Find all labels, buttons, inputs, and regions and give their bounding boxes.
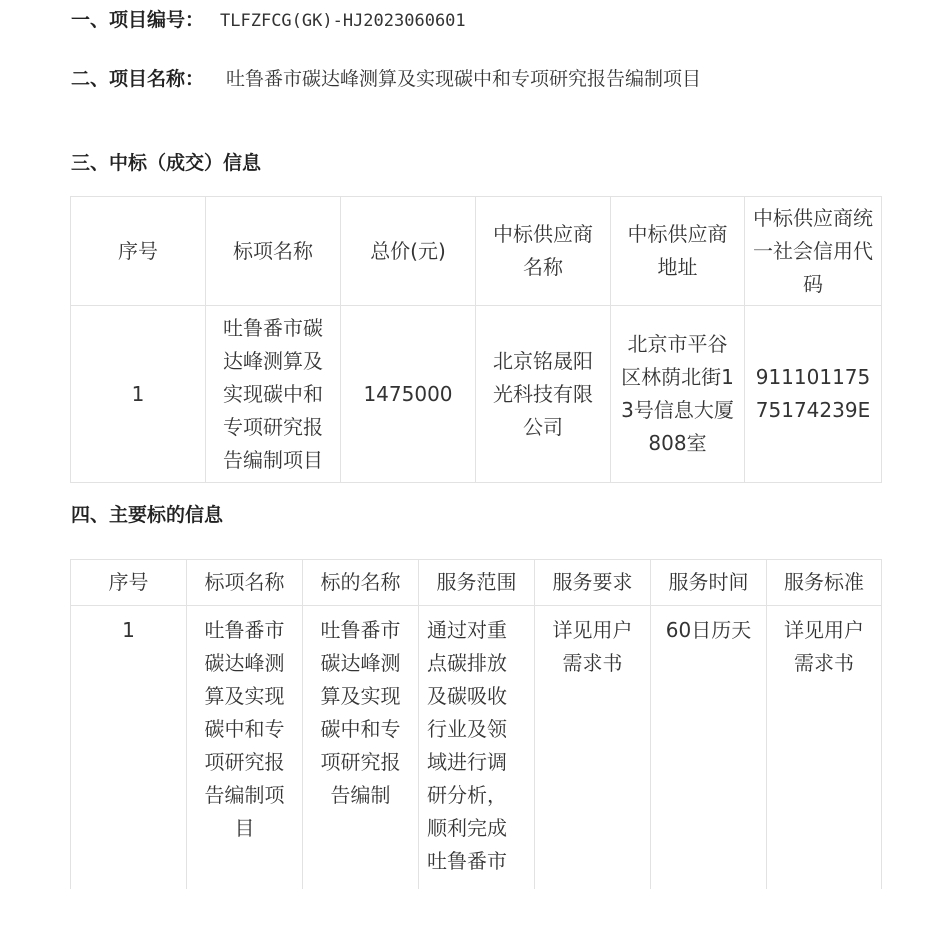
section3-heading: 三、中标（成交）信息: [71, 152, 262, 174]
award-info-table: [70, 196, 882, 483]
project-name-line: [71, 64, 701, 91]
header-service-standard: 服务标准: [767, 560, 882, 606]
cell-item-name: 吐鲁番市碳达峰测算及实现碳中和专项研究报告编制项目: [206, 306, 341, 483]
main-target-table: [70, 559, 882, 889]
cell-supplier-address: 北京市平谷区林荫北街13号信息大厦808室: [611, 306, 745, 483]
cell-credit-code: 91110117575174239E: [745, 306, 882, 483]
header-item-name: 标项名称: [206, 197, 341, 306]
header-total-price: 总价(元): [341, 197, 476, 306]
header-credit-code: 中标供应商统一社会信用代码: [745, 197, 882, 306]
header-seq: 序号: [71, 560, 187, 606]
header-supplier-address: 中标供应商地址: [611, 197, 745, 306]
header-supplier-name: 中标供应商名称: [476, 197, 611, 306]
project-number-value: TLFZFCG(GK)-HJ2023060601: [220, 11, 466, 31]
cell-target-name: 吐鲁番市碳达峰测算及实现碳中和专项研究报告编制: [303, 606, 419, 890]
header-target-name: 标的名称: [303, 560, 419, 606]
cell-seq: 1: [71, 606, 187, 890]
header-item-name: 标项名称: [187, 560, 303, 606]
project-number-label: 一、项目编号：: [71, 9, 205, 31]
cell-service-scope: 通过对重点碳排放及碳吸收行业及领域进行调研分析，顺利完成吐鲁番市: [419, 606, 535, 890]
header-seq: 序号: [71, 197, 206, 306]
table-row: [71, 306, 882, 483]
project-name-value: 吐鲁番市碳达峰测算及实现碳中和专项研究报告编制项目: [226, 68, 702, 90]
cell-service-standard: 详见用户需求书: [767, 606, 882, 890]
cell-supplier-name: 北京铭晟阳光科技有限公司: [476, 306, 611, 483]
table-row: [71, 606, 882, 890]
cell-service-time: 60日历天: [651, 606, 767, 890]
header-service-time: 服务时间: [651, 560, 767, 606]
cell-seq: 1: [71, 306, 206, 483]
cell-service-requirement: 详见用户需求书: [535, 606, 651, 890]
table-header-row: [71, 197, 882, 306]
project-name-label: 二、项目名称：: [71, 68, 205, 90]
table-header-row: [71, 560, 882, 606]
project-number-line: [71, 5, 466, 32]
header-service-requirement: 服务要求: [535, 560, 651, 606]
cell-item-name: 吐鲁番市碳达峰测算及实现碳中和专项研究报告编制项目: [187, 606, 303, 890]
header-service-scope: 服务范围: [419, 560, 535, 606]
section4-heading: 四、主要标的信息: [71, 504, 224, 526]
cell-total-price: 1475000: [341, 306, 476, 483]
